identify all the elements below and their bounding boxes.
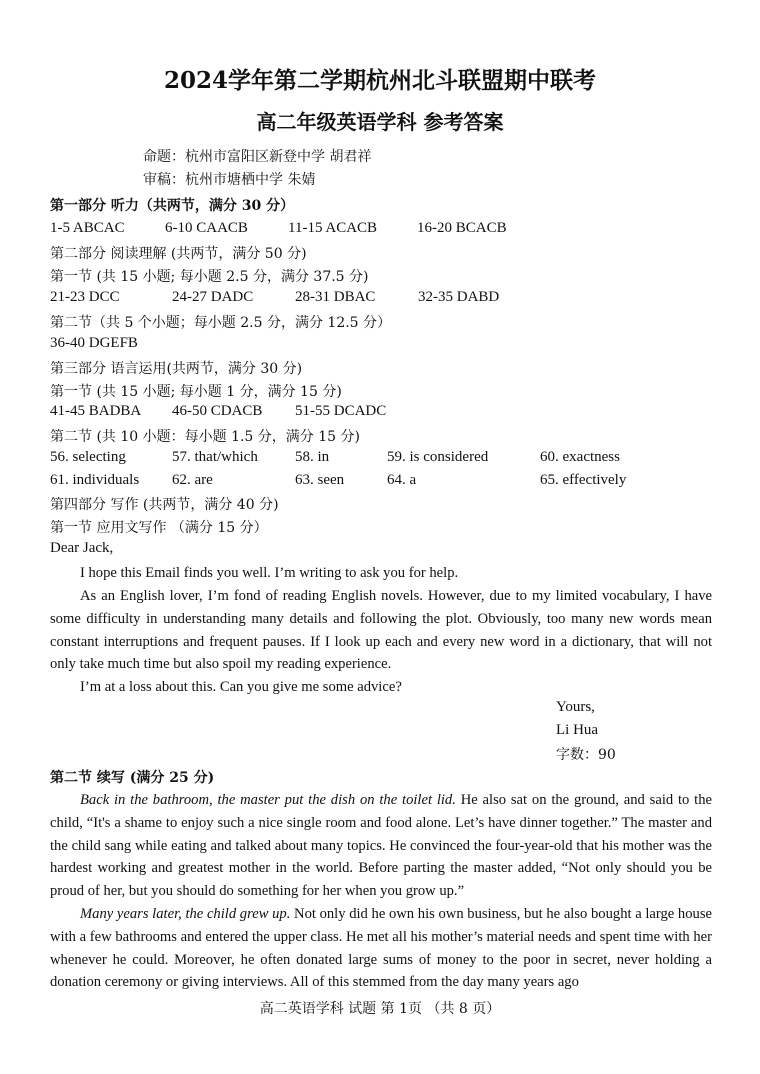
- answer-item: 61. individuals: [50, 472, 140, 488]
- answer-group: 32-35 DABD: [418, 289, 500, 305]
- page-title: 2024学年第二学期杭州北斗联盟期中联考: [163, 67, 596, 94]
- answer-group: 1-5 ABCAC: [50, 220, 125, 236]
- continuation-paragraph: [50, 789, 712, 903]
- answer-item: 63. seen: [295, 472, 345, 488]
- word-count: 字数：90: [556, 747, 616, 763]
- answer-item: 60. exactness: [540, 449, 620, 465]
- part2-heading: 第二部分 阅读理解 (共两节，满分 50 分): [50, 246, 307, 262]
- reviewer-line: 审稿：杭州市塘栖中学 朱婧: [143, 172, 316, 188]
- letter-greeting: Dear Jack,: [50, 540, 114, 556]
- page-footer: 高二英语学科 试题 第 1页 （共 8 页）: [259, 1001, 501, 1017]
- part3-section2-heading: 第二节 (共 10 小题：每小题 1.5 分，满分 15 分): [50, 429, 360, 445]
- answer-item: 59. is considered: [387, 449, 489, 465]
- answer-item: 56. selecting: [50, 449, 126, 465]
- part3-section1-heading: 第一节 (共 15 小题; 每小题 1 分，满分 15 分): [50, 384, 342, 400]
- letter-signature: Li Hua: [556, 722, 599, 738]
- answer-group: 21-23 DCC: [50, 289, 120, 305]
- answer-group: 6-10 CAACB: [165, 220, 248, 236]
- letter-paragraph: I hope this Email finds you well. I’m writing to ask you for help.: [80, 565, 459, 581]
- part1-heading: 第一部分 听力（共两节，满分 30 分）: [50, 198, 295, 214]
- answer-group: 36-40 DGEFB: [50, 335, 138, 351]
- answer-item: 57. that/which: [172, 449, 258, 465]
- part2-section2-heading: 第二节（共 5 个小题；每小题 2.5 分，满分 12.5 分）: [50, 315, 392, 331]
- part4-heading: 第四部分 写作 (共两节，满分 40 分): [50, 497, 279, 513]
- part3-heading: 第三部分 语言运用(共两节，满分 30 分): [50, 361, 303, 377]
- answer-item: 58. in: [295, 449, 330, 465]
- answer-group: 51-55 DCADC: [295, 403, 387, 419]
- paragraph-body: He also sat on the ground, and said to the child, “It's a shame to enjoy such a nice single room and food alone. Let’s have dinner together.” The master and the child sang while eating and talked about many topics. He convinced the four-year-old that his mother was the hardest working and greatest mother in the world. Before parting the master added, “Not only should you be proud of her, but you should do something for her when you grow up.”: [50, 792, 712, 900]
- paragraph-opening: Many years later, the child grew up.: [80, 906, 291, 922]
- answer-group: 24-27 DADC: [172, 289, 254, 305]
- answer-item: 64. a: [387, 472, 417, 488]
- continuation-paragraph: [50, 903, 712, 994]
- paragraph-opening: Back in the bathroom, the master put the dish on the toilet lid.: [80, 792, 456, 808]
- paragraph-body: Not only did he own his own business, but he also bought a large house with a few bathrooms and entered the upper class. He met all his mother’s material needs and spent time with her whenever he could. Moreover, he often donated large sums of money to the poor in secret, never holding a donation ceremony or giving interviews. All of this stemmed from the day many years ago: [50, 906, 712, 991]
- answer-group: 28-31 DBAC: [295, 289, 376, 305]
- letter-paragraph: As an English lover, I’m fond of reading English novels. However, due to my limited vocabulary, I have some difficulty in understanding many details and following the plot. Obviously, too many new words mean constant interruptions and frequent pauses. If I look up each and every new word in a dictionary, that will not only take much time but also spoil my reading experience.: [50, 588, 712, 673]
- answer-group: 46-50 CDACB: [172, 403, 263, 419]
- part4-section2-heading: 第二节 续写 (满分 25 分): [50, 770, 215, 786]
- page-subtitle: 高二年级英语学科 参考答案: [256, 110, 504, 134]
- answer-item: 65. effectively: [540, 472, 627, 488]
- answer-group: 41-45 BADBA: [50, 403, 142, 419]
- answer-group: 11-15 ACACB: [288, 220, 378, 236]
- answer-group: 16-20 BCACB: [417, 220, 507, 236]
- letter-paragraph: I’m at a loss about this. Can you give me some advice?: [80, 679, 402, 695]
- answer-item: 62. are: [172, 472, 213, 488]
- part2-section1-heading: 第一节 (共 15 小题; 每小题 2.5 分，满分 37.5 分): [50, 269, 369, 285]
- author-line: 命题：杭州市富阳区新登中学 胡君祥: [143, 149, 372, 165]
- part4-section1-heading: 第一节 应用文写作 （满分 15 分）: [50, 520, 268, 536]
- letter-closing: Yours,: [556, 699, 595, 715]
